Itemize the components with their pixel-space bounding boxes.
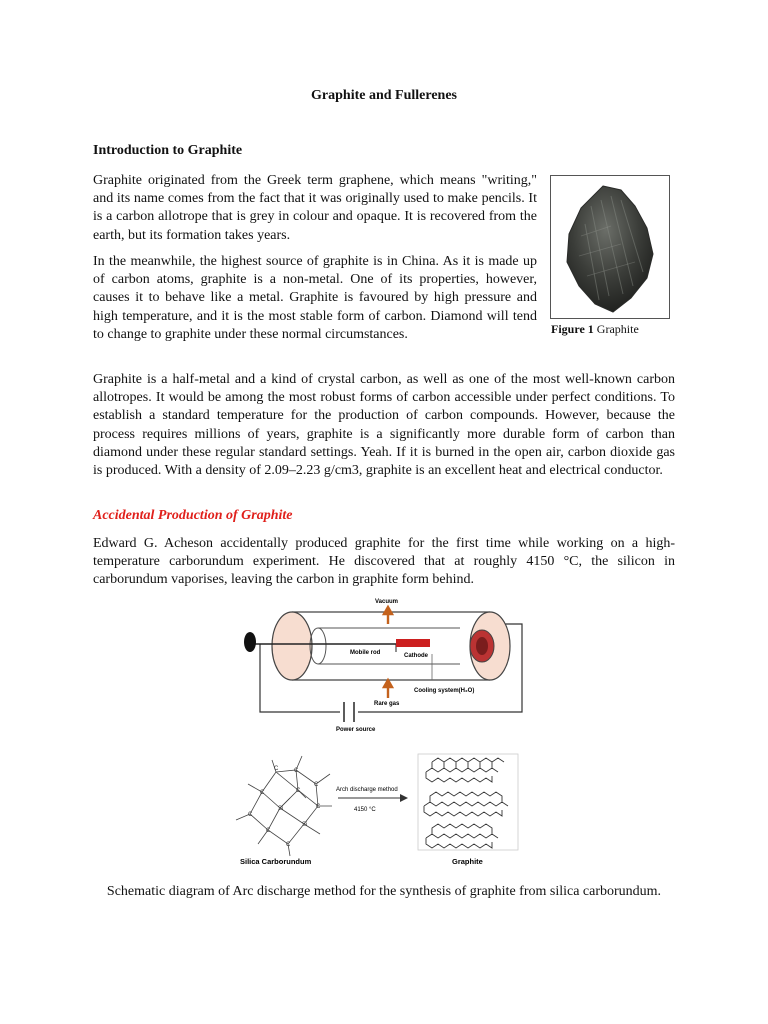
- rare-gas-label: Rare gas: [374, 701, 400, 707]
- paragraph-2: In the meanwhile, the highest source of graphite is in China. As it is made up of carbon atoms, graphite is a non-metal. One of its properties, however, causes it to behave like a metal. Graphite is favoured by high pressure and high temperature, and it is the most stable form of carbon. Diamond will tend to change to graphite under these normal circumstances.: [93, 254, 537, 342]
- arc-discharge-diagram: [220, 594, 536, 870]
- figure-1-caption: [551, 322, 639, 337]
- graphite-label: Graphite: [452, 857, 483, 866]
- mobile-rod-label: Mobile rod: [350, 650, 381, 656]
- paragraph-4: Edward G. Acheson accidentally produced graphite for the first time while working on a high-temperature carborundum experiment. He discovered that at roughly 4150 °C, the silicon in carborundum vaporises, leaving the carbon in graphite form behind.: [93, 536, 675, 588]
- paragraph-1: Graphite originated from the Greek term graphene, which means "writing," and its name comes from the fact that it was originally used to make pencils. It is a carbon allotrope that is grey in colour and opaque. It is recovered from the earth, but its formation takes years.: [93, 173, 537, 243]
- anode-center: [476, 637, 488, 655]
- graphite-layers: [424, 758, 508, 848]
- paragraph-3: Graphite is a half-metal and a kind of crystal carbon, as well as one of the most well-known carbon allotropes. It would be among the most robust forms of carbon accessible under perfect conditions. To establish a standard temperature for the production of carbon compounds. However, because the process requires millions of years, graphite is a significantly more durable form of carbon than diamond under these regular standard settings. Yeah. If it is burned in the open air, carbon dioxide gas is produced. With a density of 2.09–2.23 g/cm3, graphite is an excellent heat and electrical conductor.: [93, 372, 675, 479]
- figure-1-text: Graphite: [596, 322, 639, 336]
- svg-text:C: C: [294, 768, 299, 774]
- temperature-label: 4150 °C: [354, 807, 376, 813]
- power-source-label: Power source: [336, 727, 376, 733]
- vacuum-label: Vacuum: [375, 599, 399, 605]
- svg-text:Si: Si: [302, 822, 308, 828]
- svg-text:C: C: [314, 782, 319, 788]
- rod-handle: [244, 632, 256, 652]
- silica-atom-labels: [248, 766, 321, 848]
- rare-gas-arrow: [384, 680, 392, 698]
- accidental-heading: Accidental Production of Graphite: [93, 508, 293, 523]
- figure-1-label: Figure 1: [551, 322, 594, 336]
- cathode-label: Cathode: [404, 653, 428, 659]
- svg-text:C: C: [296, 788, 301, 794]
- intro-heading: Introduction to Graphite: [93, 143, 243, 158]
- cooling-label: Cooling system(H₂O): [414, 688, 475, 694]
- silica-label: Silica Carborundum: [240, 857, 312, 866]
- tube-left-end: [272, 612, 312, 680]
- svg-text:C: C: [248, 812, 253, 818]
- svg-text:C: C: [316, 804, 321, 810]
- svg-text:C: C: [274, 766, 279, 772]
- svg-text:C: C: [260, 790, 265, 796]
- tube-body: [292, 612, 490, 680]
- diagram-caption: Schematic diagram of Arc discharge method for the synthesis of graphite from silica carborundum.: [106, 884, 662, 899]
- method-label: Arch discharge method: [336, 787, 398, 793]
- method-arrowhead: [400, 794, 408, 802]
- document-title: Graphite and Fullerenes: [311, 88, 457, 103]
- cathode: [396, 639, 430, 647]
- svg-text:C: C: [286, 842, 291, 848]
- svg-text:Si: Si: [278, 806, 284, 812]
- graphite-rock-image: [551, 176, 669, 318]
- vacuum-arrow: [384, 607, 392, 624]
- svg-text:C: C: [266, 828, 271, 834]
- graphite-photo: [550, 175, 670, 319]
- inner-tube: [318, 628, 460, 664]
